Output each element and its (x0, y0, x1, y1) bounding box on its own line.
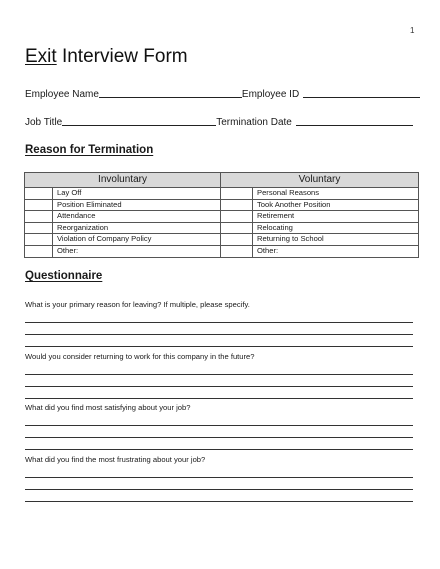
employee-id-label: Employee ID (241, 89, 300, 100)
involuntary-reason: Lay Off (53, 188, 221, 200)
voluntary-checkbox[interactable] (221, 199, 253, 211)
voluntary-reason: Returning to School (253, 234, 419, 246)
voluntary-reason: Took Another Position (253, 199, 419, 211)
involuntary-header: Involuntary (25, 173, 221, 188)
answer-line[interactable] (25, 489, 413, 490)
question-1: What is your primary reason for leaving? If multiple, please specify. (25, 300, 250, 309)
table-header-row (25, 173, 419, 188)
answer-line[interactable] (25, 425, 413, 426)
answer-line[interactable] (25, 322, 413, 323)
termination-date-label: Termination Date (216, 117, 292, 128)
voluntary-header: Voluntary (221, 173, 419, 188)
job-title-label: Job Title (25, 117, 63, 128)
voluntary-checkbox[interactable] (221, 211, 253, 223)
table-row (25, 199, 419, 211)
employee-row (25, 88, 420, 100)
voluntary-reason: Other: (253, 245, 419, 257)
voluntary-checkbox[interactable] (221, 188, 253, 200)
answer-line[interactable] (25, 437, 413, 438)
involuntary-checkbox[interactable] (25, 211, 53, 223)
question-3: What did you find most satisfying about your job? (25, 403, 191, 412)
employee-id-field[interactable] (303, 88, 420, 98)
question-2: Would you consider returning to work for this company in the future? (25, 352, 255, 361)
answer-line[interactable] (25, 477, 413, 478)
page-number: 1 (410, 26, 415, 35)
title-rest: Interview Form (56, 46, 188, 67)
voluntary-reason: Relocating (253, 222, 419, 234)
answer-line[interactable] (25, 346, 413, 347)
answer-line[interactable] (25, 334, 413, 335)
voluntary-reason: Retirement (253, 211, 419, 223)
employee-name-field[interactable] (99, 88, 242, 98)
answer-line[interactable] (25, 386, 413, 387)
form-title (25, 46, 188, 68)
answer-line[interactable] (25, 374, 413, 375)
voluntary-reason: Personal Reasons (253, 188, 419, 200)
termination-date-field[interactable] (296, 116, 413, 126)
involuntary-checkbox[interactable] (25, 245, 53, 257)
involuntary-checkbox[interactable] (25, 199, 53, 211)
termination-reasons-table (24, 172, 419, 258)
involuntary-reason: Position Eliminated (53, 199, 221, 211)
table-row (25, 222, 419, 234)
involuntary-checkbox[interactable] (25, 188, 53, 200)
answer-line[interactable] (25, 398, 413, 399)
title-underlined-t: t (51, 46, 57, 67)
answer-line[interactable] (25, 501, 413, 502)
table-row (25, 211, 419, 223)
involuntary-checkbox[interactable] (25, 234, 53, 246)
voluntary-checkbox[interactable] (221, 245, 253, 257)
involuntary-reason: Other: (53, 245, 221, 257)
questionnaire-heading: Questionnaire (25, 270, 103, 282)
employee-name-label: Employee Name (25, 89, 99, 100)
involuntary-checkbox[interactable] (25, 222, 53, 234)
voluntary-checkbox[interactable] (221, 234, 253, 246)
table-row (25, 188, 419, 200)
question-4: What did you find the most frustrating about your job? (25, 455, 206, 464)
involuntary-reason: Attendance (53, 211, 221, 223)
table-row (25, 234, 419, 246)
reason-heading: Reason for Termination (25, 144, 154, 156)
involuntary-reason: Reorganization (53, 222, 221, 234)
table-row (25, 245, 419, 257)
answer-line[interactable] (25, 449, 413, 450)
involuntary-reason: Violation of Company Policy (53, 234, 221, 246)
title-underlined: Exi (25, 46, 52, 67)
voluntary-checkbox[interactable] (221, 222, 253, 234)
job-row (25, 116, 413, 128)
job-title-field[interactable] (62, 116, 216, 126)
